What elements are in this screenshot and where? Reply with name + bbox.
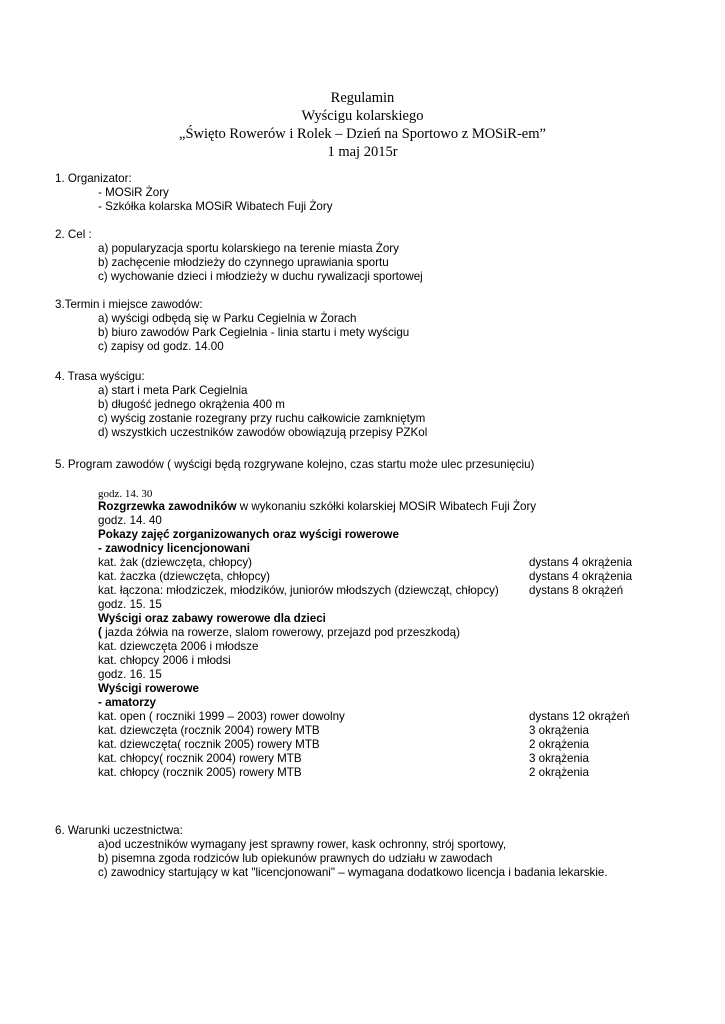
section-4-item: b) długość jednego okrążenia 400 m	[98, 398, 285, 411]
category-distance: dystans 4 okrążenia	[529, 570, 633, 583]
category-label: kat. chłopcy 2006 i młodsi	[98, 654, 231, 667]
category-distance: 2 okrążenia	[529, 766, 589, 779]
paren-open: (	[98, 626, 102, 639]
category-label: kat. żaczka (dziewczęta, chłopcy)	[98, 570, 271, 583]
category-label: kat. dziewczęta 2006 i młodsze	[98, 640, 259, 653]
program-event-title: Pokazy zajęć zorganizowanych oraz wyścigi rowerowe	[98, 528, 399, 541]
program-time: godz. 14. 30	[98, 488, 153, 500]
section-6-item: c) zawodnicy startujący w kat "licencjonowani" – wymagana dodatkowo licencja i badania lekarskie.	[98, 866, 608, 879]
category-label: kat. dziewczęta (rocznik 2004) rowery MTB	[98, 724, 320, 737]
category-label: kat. żak (dziewczęta, chłopcy)	[98, 556, 252, 569]
doc-title-line1: Regulamin	[330, 90, 395, 106]
doc-title-line3: „Święto Rowerów i Rolek – Dzień na Sportowo z MOSiR-em”	[179, 126, 546, 142]
category-distance: 2 okrążenia	[529, 738, 589, 751]
section-4-item: a) start i meta Park Cegielnia	[98, 384, 248, 397]
program-event-desc	[98, 625, 460, 640]
section-2-item: c) wychowanie dzieci i młodzieży w duchu rywalizacji sportowej	[98, 270, 423, 283]
section-1-item: - MOSiR Żory	[98, 186, 169, 199]
section-3-item: a) wyścigi odbędą się w Parku Cegielnia w Żorach	[98, 312, 357, 325]
section-3-heading: 3.Termin i miejsce zawodów:	[55, 298, 203, 311]
category-label: kat. dziewczęta( rocznik 2005) rowery MTB	[98, 738, 320, 751]
program-event-subtitle: - amatorzy	[98, 696, 156, 709]
program-time: godz. 16. 15	[98, 668, 162, 681]
program-time: godz. 15. 15	[98, 598, 162, 611]
section-6-heading: 6. Warunki uczestnictwa:	[55, 824, 183, 837]
category-distance: dystans 12 okrążeń	[529, 710, 630, 723]
program-event-title: Wyścigi rowerowe	[98, 682, 199, 695]
section-1-heading: 1. Organizator:	[55, 172, 132, 185]
program-event-subtitle: - zawodnicy licencjonowani	[98, 542, 251, 555]
category-distance: 3 okrążenia	[529, 724, 589, 737]
section-6-item: b) pisemna zgoda rodziców lub opiekunów prawnych do udziału w zawodach	[98, 852, 493, 865]
category-distance: 3 okrążenia	[529, 752, 589, 765]
category-label: kat. open ( roczniki 1999 – 2003) rower dowolny	[98, 710, 345, 723]
section-1-item: - Szkółka kolarska MOSiR Wibatech Fuji Żory	[98, 200, 333, 213]
category-label: kat. chłopcy( rocznik 2004) rowery MTB	[98, 752, 302, 765]
category-label: kat. chłopcy (rocznik 2005) rowery MTB	[98, 766, 302, 779]
category-distance: dystans 8 okrążeń	[529, 584, 624, 597]
program-event-desc-text: jazda żółwia na rowerze, slalom rowerowy, przejazd pod przeszkodą)	[101, 626, 460, 639]
section-4-item: c) wyścig zostanie rozegrany przy ruchu całkowicie zamkniętym	[98, 412, 426, 425]
section-3-item: b) biuro zawodów Park Cegielnia - linia startu i mety wyścigu	[98, 326, 410, 339]
section-4-heading: 4. Trasa wyścigu:	[55, 370, 145, 383]
program-event-title: Wyścigi oraz zabawy rowerowe dla dzieci	[98, 612, 326, 625]
section-2-item: b) zachęcenie młodzieży do czynnego uprawiania sportu	[98, 256, 389, 269]
program-event-desc: w wykonaniu szkółki kolarskiej MOSiR Wibatech Fuji Żory	[236, 500, 537, 513]
section-2-item: a) popularyzacja sportu kolarskiego na terenie miasta Żory	[98, 242, 399, 255]
doc-title-line2: Wyścigu kolarskiego	[301, 108, 424, 124]
program-time: godz. 14. 40	[98, 514, 162, 527]
section-3-item: c) zapisy od godz. 14.00	[98, 340, 224, 353]
program-event-title: Rozgrzewka zawodników	[98, 500, 237, 513]
category-label: kat. łączona: młodziczek, młodzików, juniorów młodszych (dziewcząt, chłopcy)	[98, 584, 499, 597]
section-6-item: a)od uczestników wymagany jest sprawny rower, kask ochronny, strój sportowy,	[98, 838, 507, 851]
program-event-warmup	[98, 499, 536, 514]
category-distance: dystans 4 okrążenia	[529, 556, 633, 569]
section-4-item: d) wszystkich uczestników zawodów obowiązują przepisy PZKol	[98, 426, 428, 439]
doc-title-date: 1 maj 2015r	[327, 144, 398, 160]
section-5-heading: 5. Program zawodów ( wyścigi będą rozgrywane kolejno, czas startu może ulec przesunięciu)	[55, 458, 535, 471]
section-2-heading: 2. Cel :	[55, 228, 92, 241]
